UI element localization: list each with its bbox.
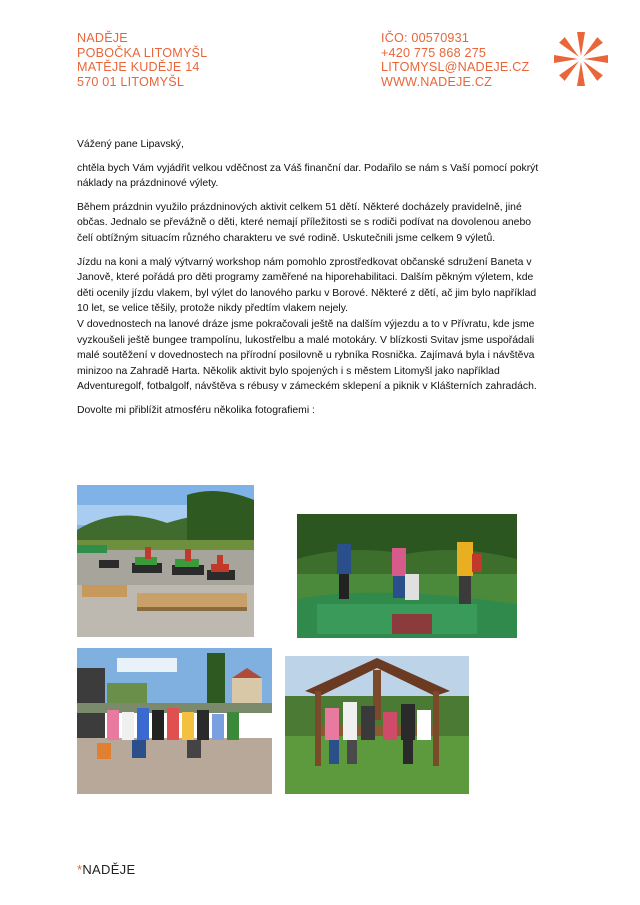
address-line-street: MATĚJE KUDĚJE 14	[77, 60, 200, 74]
address-line-branch: POBOČKA LITOMYŠL	[77, 45, 208, 60]
letter-body	[77, 137, 547, 427]
organization-address	[77, 31, 207, 89]
photo-group-shelter	[285, 656, 469, 794]
paragraph-trips-1: Jízdu na koni a malý výtvarný workshop nám pomohlo zprostředkovat občanské sdružení Baneta v Janově, které pořádá pro děti programy zaměřené na hiporehabilitaci. Dalším pěkným výletem, kde děti ocenily jízdu vlakem, byl výlet do lanového parku v Borové. Některé z dětí, ač jim bylo například 10 let, se velice těšily, protože nikdy předtím vlakem nejely.	[77, 256, 537, 315]
paragraph-participation: Během prázdnin využilo prázdninových aktivit celkem 51 dětí. Některé docházely pravidelně, jiné občas. Jednalo se převážně o děti, které nemají příležitosti se s rodiči podívat na dovolenou anebo čelí obtížným situacím různého charakteru ve své rodině. Uskutečnili jsme celkem 9 výletů.	[77, 201, 532, 244]
organization-contacts	[381, 31, 529, 89]
photo-mini-golf	[297, 514, 517, 638]
paragraph-thanks: chtěla bych Vám vyjádřit velkou vděčnost za Váš finanční dar. Podařilo se nám s Vaší pomocí pokrýt náklady na prázdninové výlety.	[77, 162, 539, 190]
photo-go-karts	[77, 485, 254, 637]
footer-label: NADĚJE	[82, 862, 136, 877]
contact-phone: +420 775 868 275	[381, 45, 487, 60]
paragraph-trips-2: V dovednostech na lanové dráze jsme pokračovali ještě na dalším výjezdu a to v Přívratu, kde jsme vyzkoušeli ještě bungee trampolínu, lukostřelbu a malé motokáry. V blízkosti Svitav jsme uspořádali malé soutěžení v dovednostech na přírodní posilovně u rybníka Rosnička. Zajímavá byla i návštěva minizoo na Zahradě Harta. Několik aktivit bylo spojených i s městem Litomyšl jako například Adventuregolf, fotbalgolf, návštěva s rébusy v zámeckém sklepení a piknik v Klášterních zahradách.	[77, 318, 537, 393]
salutation: Vážený pane Lipavský,	[77, 139, 184, 150]
footer-asterisk: *	[77, 862, 83, 877]
contact-email: LITOMYSL@NADEJE.CZ	[381, 60, 530, 74]
paragraph-photos-intro: Dovolte mi přiblížit atmosféru několika fotografiemi :	[77, 404, 315, 416]
photo-group-outdoors	[77, 648, 272, 794]
address-line-name: NADĚJE	[77, 31, 128, 45]
contact-website: WWW.NADEJE.CZ	[381, 74, 493, 89]
footer-brand	[77, 862, 135, 877]
contact-ico: IČO: 00570931	[381, 31, 470, 45]
asterisk-logo-icon	[553, 31, 609, 87]
address-line-city: 570 01 LITOMYŠL	[77, 74, 185, 89]
